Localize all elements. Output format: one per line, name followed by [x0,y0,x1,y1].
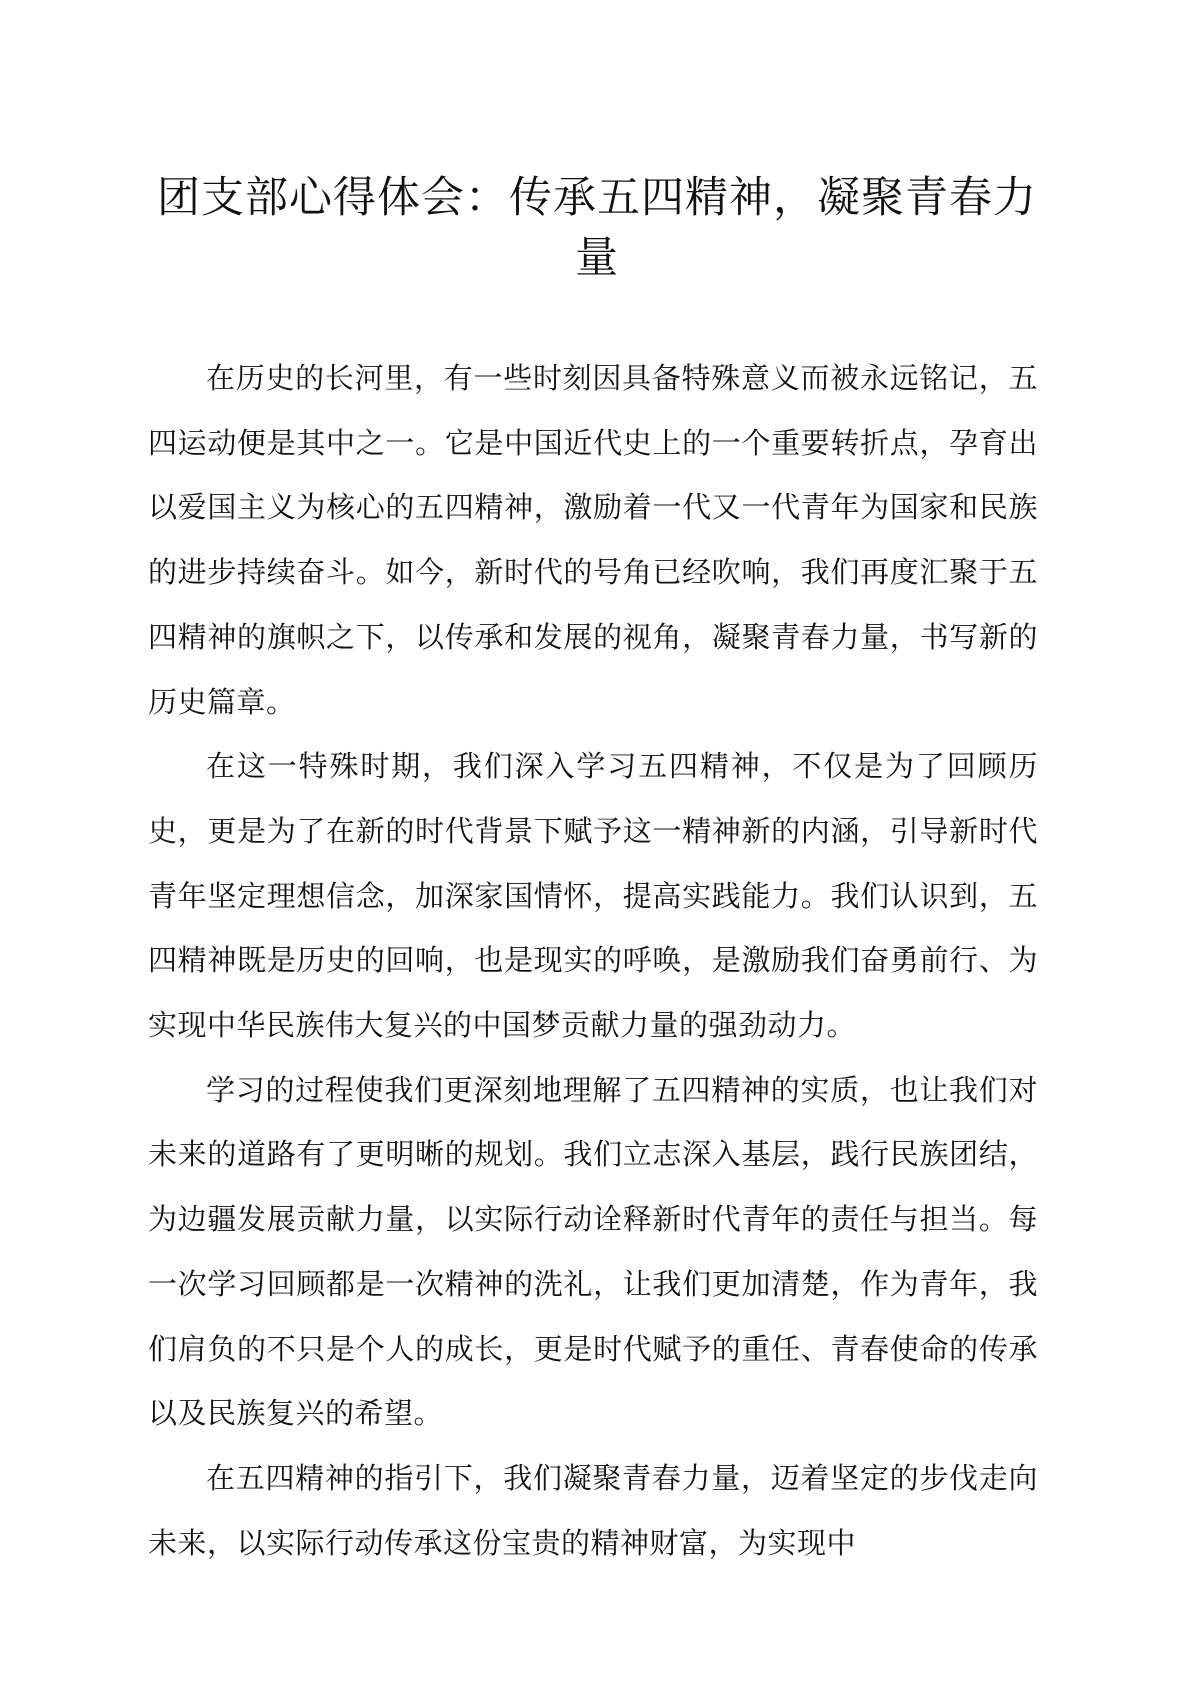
paragraph-3: 学习的过程使我们更深刻地理解了五四精神的实质，也让我们对未来的道路有了更明晰的规划。我们立志深入基层，践行民族团结，为边疆发展贡献力量，以实际行动诠释新时代青年的责任与担当。每一次学习回顾都是一次精神的洗礼，让我们更加清楚，作为青年，我们肩负的不只是个人的成长，更是时代赋予的重任、青春使命的传承以及民族复兴的希望。 [148,1072,1038,1431]
document-title: 团支部心得体会：传承五四精神，凝聚青春力量 [157,173,1037,283]
paragraph-1: 在历史的长河里，有一些时刻因具备特殊意义而被永远铭记，五四运动便是其中之一。它是中国近代史上的一个重要转折点，孕育出以爱国主义为核心的五四精神，激励着一代又一代青年为国家和民族的进步持续奋斗。如今，新时代的号角已经吹响，我们再度汇聚于五四精神的旗帜之下，以传承和发展的视角，凝聚青春力量，书写新的历史篇章。 [148,361,1038,719]
document-body [148,346,1038,1575]
paragraph-4: 在五四精神的指引下，我们凝聚青春力量，迈着坚定的步伐走向未来，以实际行动传承这份宝贵的精神财富，为实现中 [148,1460,1038,1560]
paragraph-2: 在这一特殊时期，我们深入学习五四精神，不仅是为了回顾历史，更是为了在新的时代背景下赋予这一精神新的内涵，引导新时代青年坚定理想信念，加深家国情怀，提高实践能力。我们认识到，五四精神既是历史的回响，也是现实的呼唤，是激励我们奋勇前行、为实现中华民族伟大复兴的中国梦贡献力量的强劲动力。 [148,749,1038,1043]
